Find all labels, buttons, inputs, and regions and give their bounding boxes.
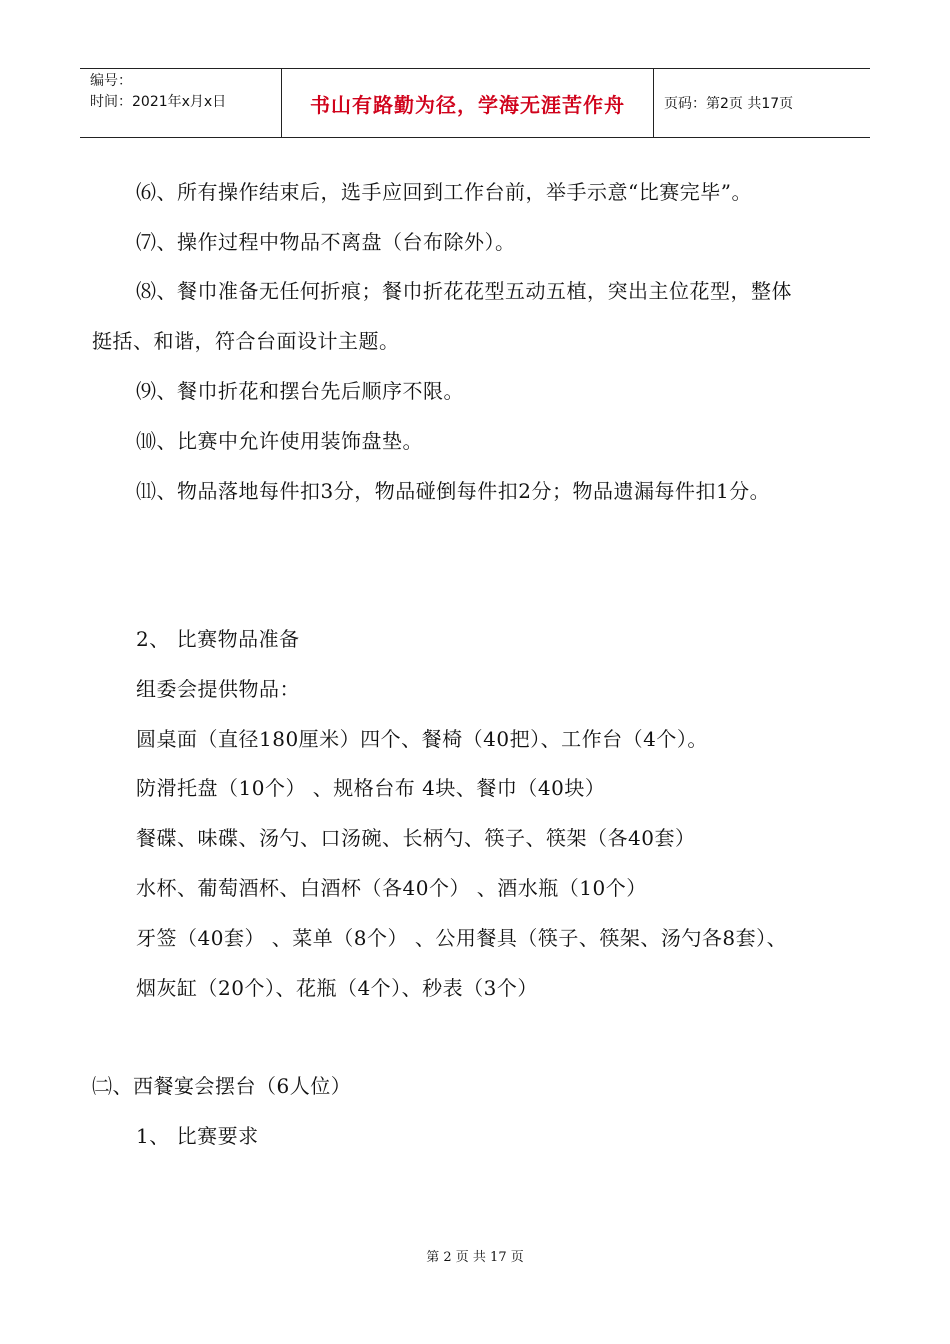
rule-item-10: ⑽、比赛中允许使用装饰盘垫。: [136, 429, 423, 453]
header-motto: 书山有路勤为径，学海无涯苦作舟: [281, 69, 654, 137]
section-heading: 2、 比赛物品准备: [136, 627, 300, 651]
supply-line-4: 水杯、葡萄酒杯、白酒杯（各40个） 、酒水瓶（10个）: [136, 876, 647, 900]
rule-item-9: ⑼、餐巾折花和摆台先后顺序不限。: [136, 379, 464, 403]
supply-line-2: 防滑托盘（10个） 、规格台布 4块、餐巾（40块）: [136, 776, 606, 800]
page-footer: 第 2 页 共 17 页: [426, 1250, 524, 1265]
rule-item-7: ⑺、操作过程中物品不离盘（台布除外）。: [136, 230, 516, 254]
supply-line-5: 牙签（40套） 、菜单（8个） 、公用餐具（筷子、筷架、汤勺各8套）、: [136, 926, 788, 950]
header-meta: [80, 69, 281, 137]
rule-item-8: ⑻、餐巾准备无任何折痕；餐巾折花花型五动五植，突出主位花型，整体: [136, 279, 792, 303]
supply-line-6: 烟灰缸（20个）、花瓶（4个）、秒表（3个）: [136, 976, 538, 1000]
number-label: 编号：: [90, 73, 132, 89]
supply-line-3: 餐碟、味碟、汤勺、口汤碗、长柄勺、筷子、筷架（各40套）: [136, 826, 696, 850]
rule-item-6: ⑹、所有操作结束后，选手应回到工作台前，举手示意“比赛完毕”。: [136, 180, 752, 204]
rule-item-8-cont: 挺括、和谐，符合台面设计主题。: [92, 329, 400, 353]
document-header: [80, 68, 870, 138]
header-page-info: 页码：第2页 共17页: [664, 96, 794, 112]
supply-line-1: 圆桌面（直径180厘米）四个、餐椅（40把）、工作台（4个）。: [136, 727, 708, 751]
western-subheading: 1、 比赛要求: [136, 1124, 259, 1148]
rule-item-11: ⑾、物品落地每件扣3分，物品碰倒每件扣2分；物品遗漏每件扣1分。: [136, 479, 771, 503]
time-label: 时间：2021年x月x日: [90, 94, 227, 110]
western-heading: ㈡、西餐宴会摆台（6人位）: [92, 1074, 352, 1098]
section-intro: 组委会提供物品：: [136, 677, 300, 701]
